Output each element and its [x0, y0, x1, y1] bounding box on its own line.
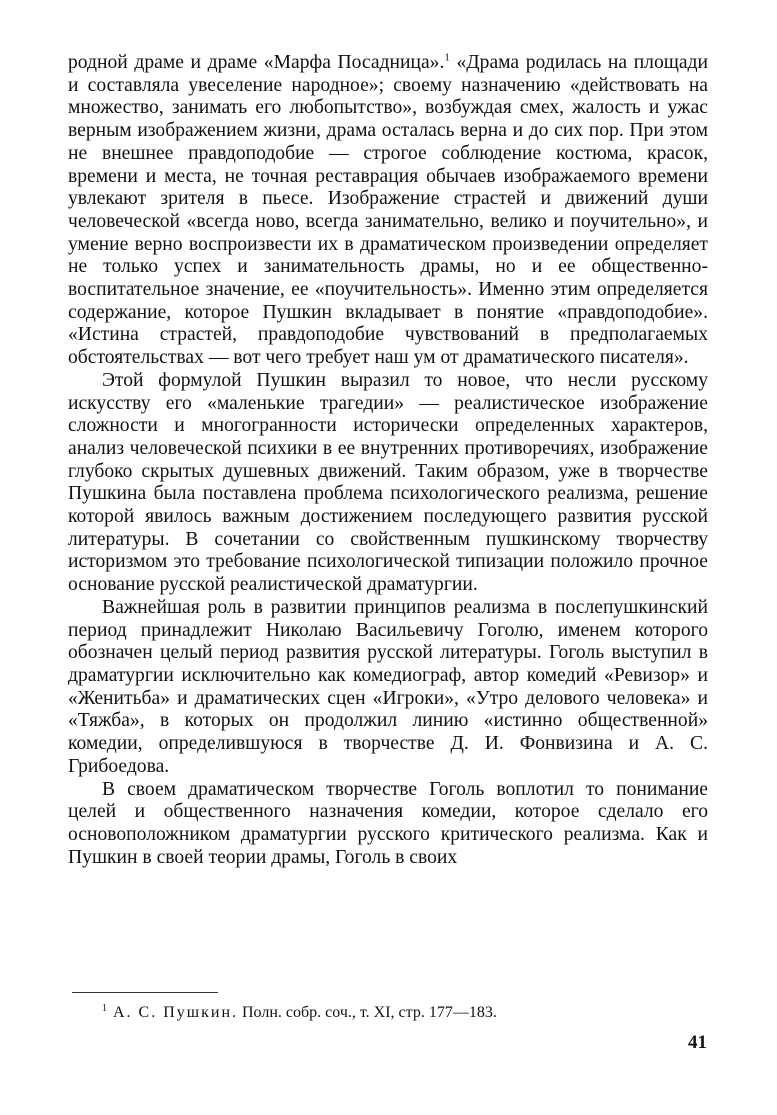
footnote-divider [72, 992, 218, 993]
paragraph-3: Важнейшая роль в развитии принципов реализма в послепушкинский период принадлежит Николаю Васильевичу Гоголю, именем которого обозначен целый период развития русской литературы. Гоголь выступил в драматургии исключительно как комедиограф, автор комедий «Ревизор» и «Женитьба» и драматических сцен «Игроки», «Утро делового человека» и «Тяжба», в которых он продолжил линию «истинно общественной» комедии, определившуюся в творчестве Д. И. Фонвизина и А. С. Грибоедова. [68, 596, 708, 777]
paragraph-1 [68, 52, 708, 370]
page-number: 41 [688, 1032, 707, 1053]
paragraph-1-start: родной драме и драме «Марфа Посадница». [68, 52, 445, 73]
footnote-source: Полн. собр. соч., т. XI, стр. 177—183. [238, 1004, 497, 1021]
footnote-author: А. С. Пушкин. [113, 1004, 238, 1021]
footnote-number: 1 [102, 1002, 107, 1014]
footnote [102, 1003, 497, 1023]
paragraph-4: В своем драматическом творчестве Гоголь воплотил то понимание целей и общественного назначения комедии, которое сделало его основоположником драматургии русского критического реализма. Как и Пушкин в своей теории драмы, Гоголь в своих [68, 778, 708, 868]
paragraph-1-rest: «Драма родилась на площади и составляла увеселение народное»; своему назначению «действовать на множество, занимать его любопытство», возбуждая смех, жалость и ужас верным изображением жизни, драма осталась верна и до сих пор. При этом не внешнее правдоподобие — строгое соблюдение костюма, красок, времени и места, не точная реставрация обычаев изображаемого времени увлекают зрителя в пьесе. Изображение страстей и движений души человеческой «всегда ново, всегда занимательно, велико и поучительно», и умение верно воспроизвести их в драматическом произведении определяет не только успех и занимательность драмы, но и ее общественно-воспитательное значение, ее «поучительность». Именно этим определяется содержание, которое Пушкин вкладывает в понятие «правдоподобие». «Истина страстей, правдоподобие чувствований в предполагаемых обстоятельствах — вот чего требует наш ум от драматического писателя». [68, 52, 708, 369]
footnote-reference: 1 [444, 51, 450, 64]
body-text [68, 52, 708, 869]
paragraph-2: Этой формулой Пушкин выразил то новое, что несли русскому искусству его «маленькие трагедии» — реалистическое изображение сложности и многогранности исторически определенных характеров, анализ человеческой психики в ее внутренних противоречиях, изображение глубоко скрытых душевных движений. Таким образом, уже в творчестве Пушкина была поставлена проблема психологического реализма, решение которой явилось важным достижением последующего развития русской литературы. В сочетании со свойственным пушкинскому творчеству историзмом это требование психологической типизации положило прочное основание русской реалистической драматургии. [68, 369, 708, 596]
